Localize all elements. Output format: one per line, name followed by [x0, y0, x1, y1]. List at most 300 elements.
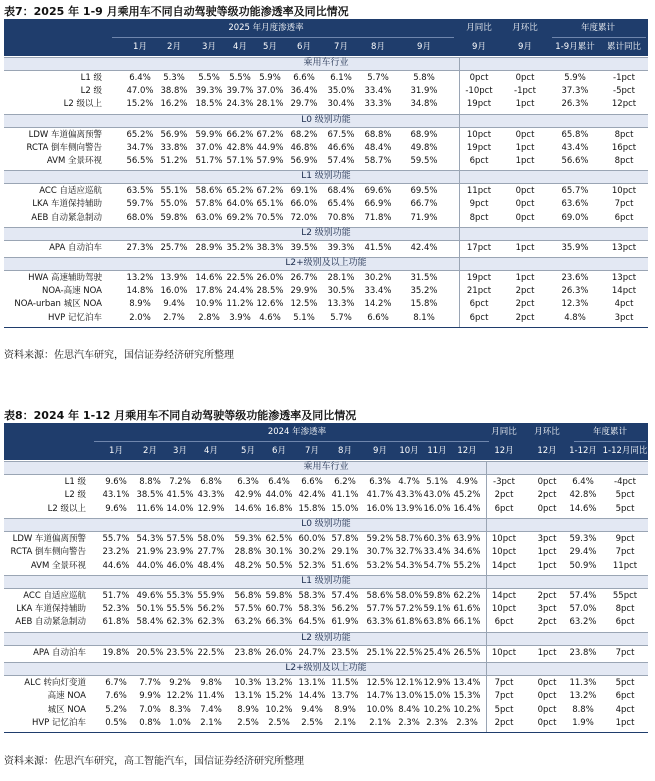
table7-section-label: L0 级别功能 [301, 114, 351, 125]
table8-row-value: 6.8% [200, 477, 222, 487]
table7-row-value: 55.0% [160, 199, 188, 210]
table8-row-value: 62.3% [197, 617, 225, 628]
table7-row-value: 56.9% [290, 156, 318, 166]
table8-title: 表8：2024 年 1-12 月乘用车不同自动驾驶等级功能渗透率及同比情况 [4, 409, 357, 422]
table7-row-value: 6.4% [129, 73, 151, 83]
table8-row-value: 66.3% [265, 617, 293, 628]
table7-row-value: 42.4% [410, 242, 438, 253]
table7-table-row [4, 185, 648, 198]
table7-row-yoy: 17pct [466, 242, 492, 253]
table8-row-value: 6.7% [105, 678, 127, 688]
table7-row-value: 12.6% [256, 299, 284, 310]
table7-table-row [4, 142, 648, 155]
table8-row-value: 2.1% [334, 717, 356, 728]
table8-row-cum-yoy: -4pct [614, 477, 636, 487]
table7-row-value: 3.9% [229, 312, 251, 323]
table8-row-yoy: 14pct [491, 560, 517, 571]
table8-row-yoy: 7pct [494, 678, 514, 688]
table7-row-value: 55.1% [160, 186, 188, 197]
table7-row-value: 34.7% [126, 142, 154, 153]
table8-row-value: 9.9% [139, 691, 161, 702]
table8-row-value: 10.3% [234, 678, 262, 688]
table8-row-value: 2.1% [200, 717, 222, 728]
table8-row-value: 21.9% [136, 547, 164, 558]
table8-row-value: 2.3% [398, 717, 420, 728]
table8-row-value: 2.3% [456, 717, 478, 728]
table7-row-yoy: 10pct [466, 129, 492, 140]
table8-row-value: 2.1% [369, 717, 391, 728]
table8-row-cum-yoy: 9pct [615, 533, 635, 544]
table8-header [4, 423, 648, 460]
table8-row-value: 13.4% [453, 678, 481, 688]
table8-row-value: 53.2% [366, 560, 394, 571]
table8-row-value: 6.3% [237, 477, 259, 487]
table7-row-value: 31.9% [410, 86, 438, 97]
table8-row-value: 59.3% [234, 533, 262, 544]
table8-row-mom: 0pct [537, 503, 557, 514]
table8-row-name: AVM 全景环视 [30, 560, 86, 571]
table8-row-value: 15.0% [331, 503, 359, 514]
table7-row-value: 8.1% [413, 312, 435, 323]
table7-row-value: 9.4% [163, 299, 185, 310]
table8-row-mom: 2pct [537, 617, 557, 628]
table7-row-value: 59.7% [126, 199, 154, 210]
table7-row-cum: 26.3% [561, 286, 589, 297]
table8-row-value: 13.9% [395, 503, 423, 514]
table7-row-value: 66.2% [226, 129, 254, 140]
table8-row-mom: 2pct [537, 490, 557, 501]
table7-row-yoy: 19pct [466, 142, 492, 153]
table8-row-yoy: 10pct [491, 647, 517, 658]
table7-row-mom: 2pct [515, 299, 535, 310]
table7-row-value: 47.0% [126, 86, 154, 97]
table8-row-cum-yoy: 7pct [615, 547, 635, 558]
table8-row-value: 10.0% [366, 704, 394, 715]
table7-row-value: 5.7% [330, 312, 352, 323]
table8-row-value: 11.4% [197, 691, 225, 702]
table8-row-value: 6.4% [268, 477, 290, 487]
table8-row-value: 44.0% [265, 490, 293, 501]
table8-row-value: 66.1% [453, 617, 481, 628]
table7-row-value: 30.2% [364, 273, 392, 283]
table8-row-value: 55.3% [166, 590, 194, 601]
table8-row-value: 61.8% [102, 617, 130, 628]
table7-row-value: 68.2% [290, 129, 318, 140]
table8-row-value: 25.1% [366, 647, 394, 658]
table7-row-yoy: 0pct [469, 73, 489, 83]
table8-row-cum: 23.8% [569, 647, 597, 658]
table7-row-value: 38.3% [256, 242, 284, 253]
table7-row-yoy: 11pct [466, 186, 492, 197]
table8-row-value: 2.5% [268, 717, 290, 728]
table8-row-value: 14.0% [166, 503, 194, 514]
table7-row-name: RCTA 倒车侧向警告 [26, 142, 102, 153]
table8-row-value: 24.7% [298, 647, 326, 658]
table7-row-value: 65.2% [126, 129, 154, 140]
table7-row-value: 37.0% [195, 142, 223, 153]
table7-row-value: 35.2% [226, 242, 254, 253]
table7-row-cum: 5.9% [564, 73, 586, 83]
table7-row-value: 15.8% [410, 299, 438, 310]
table8-row-value: 9.6% [105, 477, 127, 487]
table7-row-value: 68.9% [410, 129, 438, 140]
table7-row-name: LKA 车道保持辅助 [32, 199, 102, 210]
table7-row-value: 5.5% [198, 73, 220, 83]
table8-row-yoy: 5pct [494, 704, 514, 715]
table8-row-cum: 14.6% [569, 503, 597, 514]
table7-row-value: 13.2% [126, 273, 154, 283]
table8-row-value: 16.0% [423, 503, 451, 514]
table8-table-row [4, 476, 648, 489]
table8-row-cum: 59.3% [569, 533, 597, 544]
table7-section-label: 乘用车行业 [303, 58, 349, 68]
table8-row-value: 16.4% [453, 503, 481, 514]
table8-row-yoy: -3pct [493, 477, 515, 487]
table8-table-row [4, 677, 648, 690]
table8-month-header: 6月 [272, 446, 286, 456]
table7-row-value: 11.2% [226, 299, 254, 310]
table8-row-yoy: 10pct [491, 547, 517, 558]
table7-row-mom: 2pct [515, 286, 535, 297]
table8-row-value: 23.5% [166, 647, 194, 658]
table8-row-value: 63.8% [423, 617, 451, 628]
table8-row-value: 10.2% [423, 704, 451, 715]
table8-row-value: 55.7% [102, 533, 130, 544]
table7-row-value: 5.1% [293, 312, 315, 323]
table8-row-value: 61.9% [331, 617, 359, 628]
table7-yoy-label: 月同比 [466, 23, 492, 33]
table7-row-value: 10.9% [195, 299, 223, 310]
table8-row-value: 4.7% [398, 477, 420, 487]
table8-row-value: 9.8% [200, 678, 222, 688]
table8-row-cum: 13.2% [569, 691, 597, 702]
table7-month-header: 1月 [133, 42, 147, 52]
table8-table-row [4, 647, 648, 660]
table8-row-value: 32.7% [395, 547, 423, 558]
table8-row-value: 54.3% [395, 560, 423, 571]
table8-row-cum-yoy: 6pct [615, 691, 635, 702]
table7-row-value: 58.7% [364, 156, 392, 166]
table7 [4, 19, 648, 342]
table7-table-row [4, 312, 648, 325]
table7-row-cum-yoy: 4pct [614, 299, 634, 310]
table8-section-label: L0 级别功能 [301, 518, 351, 529]
table8-table-row [4, 546, 648, 559]
table8-row-value: 9.6% [105, 503, 127, 514]
table8-row-value: 34.6% [453, 547, 481, 558]
table7-row-value: 67.2% [256, 186, 284, 197]
table8-month-header: 9月 [373, 446, 387, 456]
table8-table-row [4, 690, 648, 703]
table7-row-value: 63.0% [195, 212, 223, 223]
table7-row-value: 39.5% [290, 242, 318, 253]
table7-section-label: L2 级别功能 [301, 227, 351, 238]
table8-table-row [4, 717, 648, 730]
table7-row-cum: 65.7% [561, 186, 589, 197]
table7-header [4, 19, 648, 56]
table8-row-yoy: 10pct [491, 533, 517, 544]
table7-month-header: 5月 [263, 42, 277, 52]
table8-row-value: 55.2% [453, 560, 481, 571]
table7-row-value: 69.1% [290, 186, 318, 197]
table8-row-value: 28.8% [234, 547, 262, 558]
table7-row-value: 72.0% [290, 212, 318, 223]
table7-row-cum: 35.9% [561, 242, 589, 253]
table8-row-value: 51.6% [331, 560, 359, 571]
table8-row-value: 56.2% [331, 604, 359, 615]
table8-row-value: 43.3% [197, 490, 225, 501]
table8-cum-sub1: 1-12月 [569, 446, 597, 456]
table8-row-cum-yoy: 5pct [615, 503, 635, 514]
table7-table-row [4, 198, 648, 211]
table8-row-cum-yoy: 1pct [615, 717, 635, 728]
table7-row-value: 24.4% [226, 286, 254, 297]
table7-row-value: 6.6% [293, 73, 315, 83]
table7-row-value: 66.7% [410, 199, 438, 210]
table7-row-name: AVM 全景环视 [46, 156, 102, 166]
table8-row-cum: 50.9% [569, 560, 597, 571]
table7-row-value: 30.4% [327, 99, 355, 110]
table7-row-value: 46.6% [327, 142, 355, 153]
table8-row-value: 46.0% [166, 560, 194, 571]
table7-row-value: 71.8% [364, 212, 392, 223]
table8-table-row [4, 704, 648, 717]
table8-row-value: 8.9% [237, 704, 259, 715]
table7-row-value: 67.2% [256, 129, 284, 140]
table7-row-value: 26.0% [256, 273, 284, 283]
table8-source: 资料来源：佐思汽车研究，高工智能汽车，国信证券经济研究所整理 [4, 756, 304, 767]
table7-mom-label: 月环比 [512, 23, 538, 33]
table7-row-mom: 1pct [515, 156, 535, 166]
table8-row-value: 8.3% [169, 704, 191, 715]
table8-row-value: 19.8% [102, 647, 130, 658]
table8-row-value: 6.2% [334, 477, 356, 487]
table8-row-value: 58.7% [395, 533, 423, 544]
table7-row-value: 33.4% [364, 86, 392, 97]
table8-row-value: 15.8% [298, 503, 326, 514]
table7-row-value: 5.8% [413, 73, 435, 83]
table7-row-value: 63.5% [126, 186, 154, 197]
table8-row-value: 50.1% [136, 604, 164, 615]
table8-row-name: 城区 NOA [47, 704, 86, 715]
table8-row-value: 62.3% [166, 617, 194, 628]
table7-row-name: HVP 记忆泊车 [47, 312, 102, 323]
table7-row-value: 12.5% [290, 299, 318, 310]
table8-month-header: 4月 [204, 446, 218, 456]
table8-row-value: 2.5% [301, 717, 323, 728]
table8-row-yoy: 6pct [494, 503, 514, 514]
table8-row-mom: 3pct [537, 533, 557, 544]
table7-table-row [4, 298, 648, 311]
table8-row-value: 63.2% [234, 617, 262, 628]
table8-month-header: 12月 [457, 446, 477, 456]
table8-row-value: 56.8% [234, 590, 262, 601]
table7-row-cum-yoy: -5pct [613, 86, 635, 97]
table7-row-cum: 43.4% [561, 142, 589, 153]
table8-section-header [4, 632, 648, 646]
table8-row-value: 43.1% [102, 490, 130, 501]
table7-row-value: 41.5% [364, 242, 392, 253]
table8-row-value: 2.5% [237, 717, 259, 728]
table8-row-mom: 1pct [537, 547, 557, 558]
table7-row-value: 68.0% [126, 212, 154, 223]
table8-section-label: L2 级别功能 [301, 632, 351, 643]
table8-row-value: 15.0% [423, 691, 451, 702]
table8-row-value: 23.8% [234, 647, 262, 658]
table7-section-header [4, 114, 648, 128]
table8-row-name: L2 级以上 [47, 503, 86, 514]
table8-row-value: 63.9% [453, 533, 481, 544]
table7-row-value: 56.9% [160, 129, 188, 140]
table7-source: 资料来源：佐思汽车研究，国信证券经济研究所整理 [4, 350, 234, 361]
table8-row-cum-yoy: 6pct [615, 617, 635, 628]
table7-row-value: 35.2% [410, 286, 438, 297]
table8-row-value: 50.5% [265, 560, 293, 571]
table8-row-mom: 1pct [537, 647, 557, 658]
table7-row-cum-yoy: 8pct [614, 156, 634, 166]
table8-row-cum-yoy: 5pct [615, 490, 635, 501]
table7-row-value: 29.7% [290, 99, 318, 110]
table8-row-value: 6.6% [301, 477, 323, 487]
table7-row-mom: 0pct [515, 129, 535, 140]
table7-table-row [4, 285, 648, 298]
table7-row-name: HWA 高速辅助驾驶 [28, 273, 102, 283]
table7-table-row [4, 155, 648, 168]
table7-cum-label: 年度累计 [580, 23, 616, 33]
table8-section-header [4, 518, 648, 532]
table8-row-value: 41.1% [331, 490, 359, 501]
table7-row-value: 33.3% [364, 99, 392, 110]
table7-row-mom: -1pct [514, 86, 536, 97]
table7-row-value: 66.0% [290, 199, 318, 210]
table7-row-value: 71.9% [410, 212, 438, 223]
table7-row-cum: 65.8% [561, 129, 589, 140]
table7-row-cum: 37.3% [561, 86, 589, 97]
table8-row-value: 8.9% [334, 704, 356, 715]
table8-row-cum: 57.0% [569, 604, 597, 615]
table7-row-value: 42.8% [226, 142, 254, 153]
table8-row-value: 55.5% [166, 604, 194, 615]
table7-row-value: 65.1% [256, 199, 284, 210]
table7-cum-sub2: 累计同比 [606, 42, 642, 52]
table8-row-cum-yoy: 8pct [615, 604, 635, 615]
table8-row-name: HVP 记忆泊车 [31, 717, 86, 728]
table7-row-cum-yoy: 8pct [614, 129, 634, 140]
table7-row-value: 33.8% [160, 142, 188, 153]
table7-row-value: 15.2% [126, 99, 154, 110]
table7-row-value: 39.3% [327, 242, 355, 253]
table8-row-value: 52.3% [298, 560, 326, 571]
table8-row-value: 52.3% [102, 604, 130, 615]
table7-row-value: 44.9% [256, 142, 284, 153]
table8-row-cum-yoy: 4pct [615, 704, 635, 715]
table8-row-mom: 0pct [537, 477, 557, 487]
table8-row-value: 57.2% [395, 604, 423, 615]
table7-row-value: 28.1% [327, 273, 355, 283]
table8-row-value: 7.2% [169, 477, 191, 487]
table8-row-value: 16.8% [265, 503, 293, 514]
table8-row-mom: 0pct [537, 704, 557, 715]
table8-yoy-sub: 12月 [494, 446, 514, 456]
table7-row-value: 57.4% [327, 156, 355, 166]
table8-row-value: 61.6% [453, 604, 481, 615]
table7-row-mom: 0pct [515, 199, 535, 210]
table7-row-value: 68.8% [364, 129, 392, 140]
table7-section-header [4, 257, 648, 271]
table8-section-label: L1 级别功能 [301, 575, 351, 586]
table7-row-cum-yoy: 12pct [611, 99, 637, 110]
table7-row-value: 25.7% [160, 242, 188, 253]
table7-row-value: 70.8% [327, 212, 355, 223]
table7-month-header: 4月 [233, 42, 247, 52]
table7-row-mom: 1pct [515, 242, 535, 253]
table7-row-value: 69.5% [410, 186, 438, 197]
table8-table-row [4, 489, 648, 502]
table8-row-value: 22.5% [197, 647, 225, 658]
table8-row-value: 57.5% [166, 533, 194, 544]
table8-row-value: 48.2% [234, 560, 262, 571]
table7-row-value: 37.0% [256, 86, 284, 97]
table7-row-value: 5.9% [259, 73, 281, 83]
table8-row-name: RCTA 倒车侧向警告 [10, 547, 86, 558]
table7-row-value: 69.2% [226, 212, 254, 223]
table7-row-cum: 4.8% [564, 312, 586, 323]
table7-row-value: 64.0% [226, 199, 254, 210]
table7-row-value: 2.8% [198, 312, 220, 323]
table7-row-value: 48.4% [364, 142, 392, 153]
table7-row-mom: 1pct [515, 273, 535, 283]
table8-row-value: 57.8% [331, 533, 359, 544]
table8-group-label: 2024 年渗透率 [267, 427, 327, 437]
table7-row-value: 59.8% [160, 212, 188, 223]
table8-row-value: 5.1% [426, 477, 448, 487]
table7-row-value: 2.7% [163, 312, 185, 323]
table7-row-mom: 2pct [515, 312, 535, 323]
table8-row-name: ALC 转向灯变道 [24, 678, 86, 688]
table8-row-cum: 57.4% [569, 590, 597, 601]
table8-row-value: 0.8% [139, 717, 161, 728]
table8-row-cum: 42.8% [569, 490, 597, 501]
table8-month-header: 10月 [399, 446, 419, 456]
table7-cum-sub1: 1-9月累计 [555, 42, 595, 52]
table8-row-value: 45.2% [453, 490, 481, 501]
table8-section-header [4, 461, 648, 475]
table7-row-value: 69.6% [364, 186, 392, 197]
table8-month-header: 7月 [305, 446, 319, 456]
table7-row-value: 26.7% [290, 273, 318, 283]
table7-row-name: APA 自动泊车 [49, 242, 102, 253]
table8-section-header [4, 575, 648, 589]
table8-row-value: 51.7% [102, 590, 130, 601]
table8-row-value: 8.4% [398, 704, 420, 715]
table8-row-value: 58.4% [136, 617, 164, 628]
table7-row-value: 14.6% [195, 273, 223, 283]
table7-row-value: 51.7% [195, 156, 223, 166]
table8-row-value: 11.6% [136, 503, 164, 514]
table7-row-value: 31.5% [410, 273, 438, 283]
table8-row-mom: 2pct [537, 590, 557, 601]
table8-row-value: 30.2% [298, 547, 326, 558]
table7-yoy-sub: 9月 [472, 42, 486, 52]
table8-row-cum: 63.2% [569, 617, 597, 628]
table7-row-value: 5.7% [367, 73, 389, 83]
table7-row-name: LDW 车道偏离预警 [28, 129, 102, 140]
table8-row-value: 4.9% [456, 477, 478, 487]
table8-row-value: 20.5% [136, 647, 164, 658]
table7-row-yoy: 19pct [466, 273, 492, 283]
table7-row-yoy: 9pct [469, 199, 489, 210]
table8-row-value: 55.9% [197, 590, 225, 601]
